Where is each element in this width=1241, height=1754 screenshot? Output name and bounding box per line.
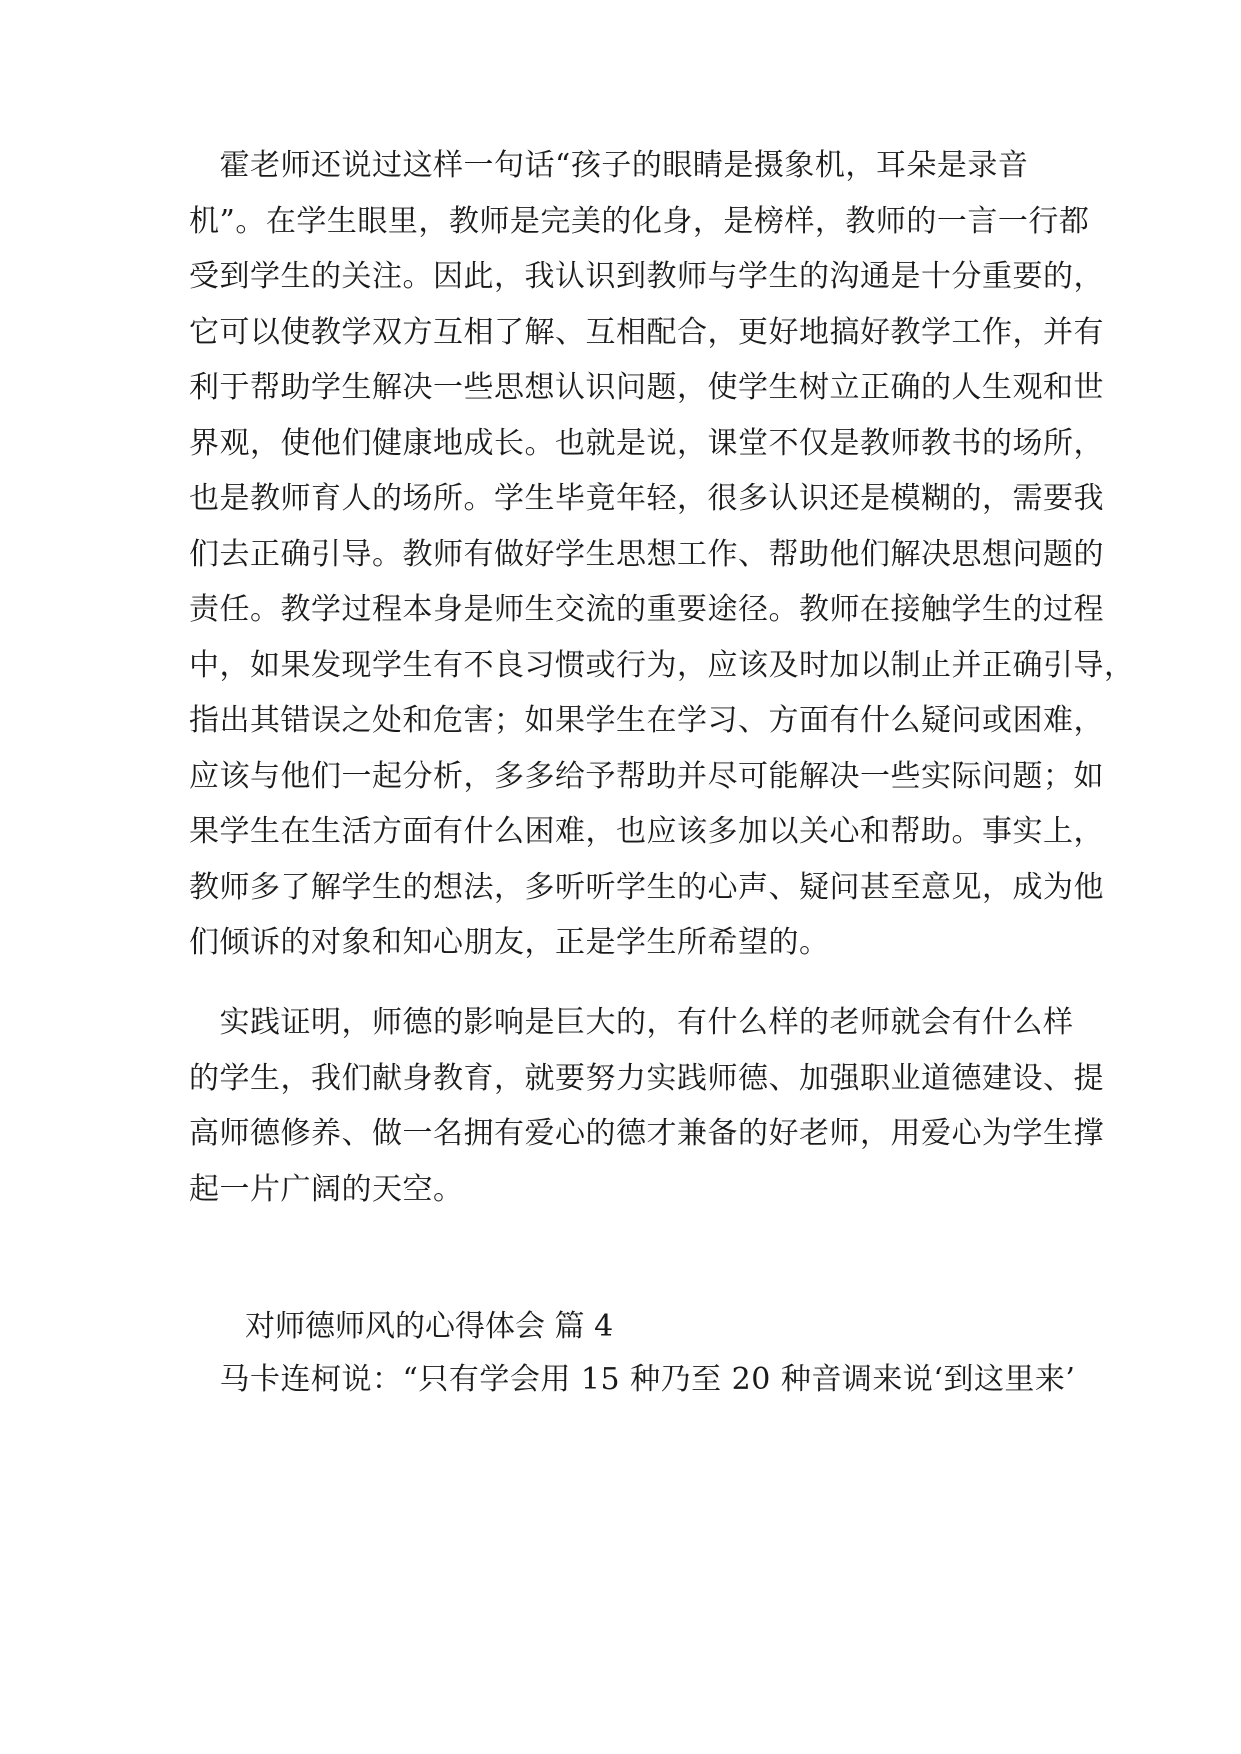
text-line: 教师多了解学生的想法，多听听学生的心声、疑问甚至意见，成为他 [189, 870, 1104, 905]
text-line: 果学生在生活方面有什么困难，也应该多加以关心和帮助。事实上， [189, 814, 1104, 849]
text-line: 霍老师还说过这样一句话“孩子的眼睛是摄象机，耳朵是录音 [189, 148, 1029, 183]
section-heading: 对师德师风的心得体会 篇 4 [245, 1309, 614, 1344]
text-line: 受到学生的关注。因此，我认识到教师与学生的沟通是十分重要的， [189, 259, 1104, 294]
text-line: 它可以使教学双方互相了解、互相配合，更好地搞好教学工作，并有 [189, 315, 1104, 350]
text-line: 应该与他们一起分析，多多给予帮助并尽可能解决一些实际问题；如 [189, 759, 1104, 794]
text-line: 机”。在学生眼里，教师是完美的化身，是榜样，教师的一言一行都 [189, 204, 1090, 239]
text-line: 起一片广阔的天空。 [189, 1172, 464, 1207]
text-line: 也是教师育人的场所。学生毕竟年轻，很多认识还是模糊的，需要我 [189, 481, 1104, 516]
text-line: 的学生，我们献身教育，就要努力实践师德、加强职业道德建设、提 [189, 1061, 1104, 1096]
text-line: 们倾诉的对象和知心朋友，正是学生所希望的。 [189, 925, 830, 960]
text-line: 责任。教学过程本身是师生交流的重要途径。教师在接触学生的过程 [189, 592, 1104, 627]
text-line: 中，如果发现学生有不良习惯或行为，应该及时加以制止并正确引导， [189, 648, 1135, 683]
text-line: 指出其错误之处和危害；如果学生在学习、方面有什么疑问或困难， [189, 703, 1104, 738]
text-line: 界观，使他们健康地成长。也就是说，课堂不仅是教师教书的场所， [189, 426, 1104, 461]
text-line: 们去正确引导。教师有做好学生思想工作、帮助他们解决思想问题的 [189, 537, 1104, 572]
text-line: 实践证明，师德的影响是巨大的，有什么样的老师就会有什么样 [189, 1005, 1074, 1040]
text-line: 高师德修养、做一名拥有爱心的德才兼备的好老师，用爱心为学生撑 [189, 1116, 1104, 1151]
text-line: 马卡连柯说：“只有学会用 15 种乃至 20 种音调来说‘到这里来’ [189, 1362, 1076, 1397]
text-line: 利于帮助学生解决一些思想认识问题，使学生树立正确的人生观和世 [189, 370, 1104, 405]
